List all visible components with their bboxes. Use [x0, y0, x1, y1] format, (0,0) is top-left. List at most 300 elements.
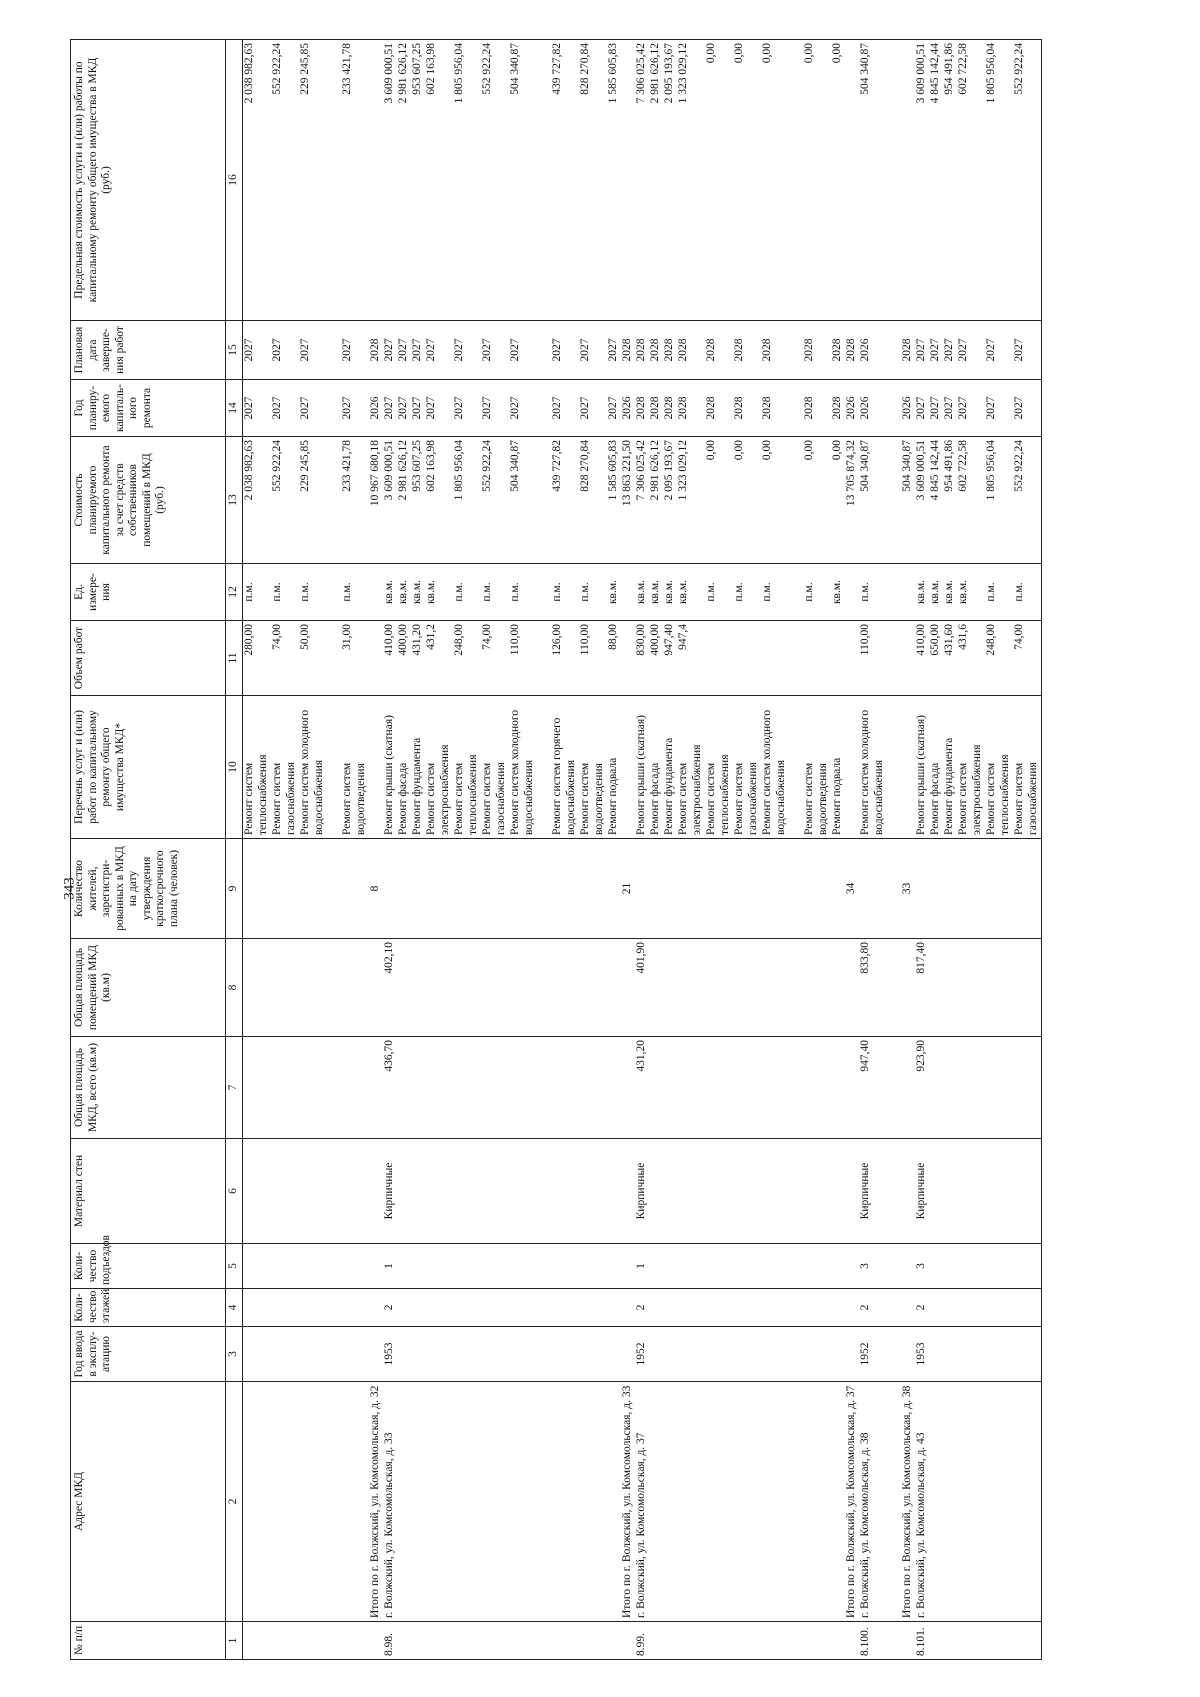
column-header-12: Ед. измере-ния — [71, 564, 226, 621]
table-cell — [719, 839, 733, 939]
table-cell — [313, 564, 327, 621]
table-cell — [411, 1382, 425, 1622]
table-cell — [649, 1327, 663, 1382]
table-cell — [887, 939, 901, 1037]
table-row — [607, 40, 621, 1660]
table-row — [929, 40, 943, 1660]
table-cell: 2027 — [1013, 321, 1027, 380]
table-cell — [999, 1622, 1013, 1660]
table-cell — [285, 939, 299, 1037]
table-cell — [439, 1139, 453, 1244]
table-cell — [929, 939, 943, 1037]
table-cell: газоснабжения — [1027, 696, 1042, 839]
table-cell — [327, 1244, 341, 1289]
table-cell — [299, 839, 313, 939]
table-cell — [411, 939, 425, 1037]
table-cell — [705, 1037, 719, 1139]
table-cell — [929, 1622, 943, 1660]
column-header-1: № п/п — [71, 1622, 226, 1660]
table-cell — [355, 839, 369, 939]
table-cell: 31,00 — [341, 621, 355, 696]
column-number-14: 14 — [226, 380, 243, 437]
table-cell — [509, 839, 523, 939]
table-cell — [901, 1327, 915, 1382]
table-cell — [887, 1037, 901, 1139]
table-cell: 401,90 — [635, 939, 649, 1037]
table-row — [817, 40, 831, 1660]
table-cell — [775, 1327, 789, 1382]
table-cell — [369, 564, 383, 621]
table-cell — [803, 1622, 817, 1660]
table-row — [985, 40, 999, 1660]
table-cell — [901, 1139, 915, 1244]
table-cell — [663, 1244, 677, 1289]
table-row — [397, 40, 411, 1660]
table-cell — [467, 839, 481, 939]
table-cell — [971, 437, 985, 564]
table-cell — [719, 621, 733, 696]
table-cell — [495, 564, 509, 621]
table-cell: п.м. — [551, 564, 565, 621]
table-cell — [299, 1244, 313, 1289]
table-cell — [411, 1289, 425, 1327]
table-cell — [257, 839, 271, 939]
table-cell — [971, 1382, 985, 1622]
table-cell — [257, 1622, 271, 1660]
table-cell — [523, 621, 537, 696]
table-cell — [621, 1622, 635, 1660]
table-cell — [943, 1244, 957, 1289]
table-cell — [369, 40, 383, 321]
table-cell: Ремонт систем холодного — [299, 696, 313, 839]
table-cell — [313, 1327, 327, 1382]
table-row — [971, 40, 985, 1660]
column-header-8: Общая площадь помещений МКД (кв.м) — [71, 939, 226, 1037]
table-cell — [817, 1037, 831, 1139]
table-cell — [453, 1037, 467, 1139]
table-cell — [537, 321, 551, 380]
column-header-16: Предельная стоимость услуги и (или) работы по капитальному ремонту общего имущества в МКД (руб.) — [71, 40, 226, 321]
table-cell: Ремонт систем — [341, 696, 355, 839]
table-row — [999, 40, 1013, 1660]
table-cell — [971, 40, 985, 321]
table-cell — [369, 1622, 383, 1660]
table-cell — [677, 1244, 691, 1289]
table-cell — [425, 1382, 439, 1622]
table-cell — [719, 1289, 733, 1327]
table-cell — [999, 1244, 1013, 1289]
table-cell: 2 — [635, 1289, 649, 1327]
table-cell — [677, 839, 691, 939]
table-cell — [929, 1037, 943, 1139]
table-cell — [271, 939, 285, 1037]
table-cell — [383, 839, 397, 939]
table-row — [957, 40, 971, 1660]
table-cell — [369, 1139, 383, 1244]
table-cell: кв.м. — [411, 564, 425, 621]
table-cell — [551, 1289, 565, 1327]
table-cell — [1027, 1289, 1042, 1327]
table-cell — [789, 1139, 803, 1244]
table-cell: 410,00 — [383, 621, 397, 696]
table-cell — [677, 939, 691, 1037]
table-cell: 953 607,25 — [411, 40, 425, 321]
table-cell — [747, 1037, 761, 1139]
table-cell — [831, 939, 845, 1037]
table-row — [705, 40, 719, 1660]
table-cell — [999, 1382, 1013, 1622]
table-cell — [775, 839, 789, 939]
table-cell — [257, 321, 271, 380]
table-cell — [845, 1244, 859, 1289]
table-cell — [257, 1139, 271, 1244]
table-cell: 2027 — [985, 321, 999, 380]
table-cell: 2026 — [859, 380, 873, 437]
table-cell: 504 340,87 — [859, 40, 873, 321]
table-cell — [537, 1139, 551, 1244]
table-cell — [313, 1244, 327, 1289]
table-cell — [999, 621, 1013, 696]
column-number-10: 10 — [226, 696, 243, 839]
table-cell — [999, 1327, 1013, 1382]
table-cell — [579, 1289, 593, 1327]
column-header-13: Стоимость планируемого капитального ремонта за счет средств собственников помещений в МКД (руб.) — [71, 437, 226, 564]
table-cell — [971, 1327, 985, 1382]
table-cell — [565, 1139, 579, 1244]
table-row — [719, 40, 733, 1660]
table-cell — [313, 1382, 327, 1622]
table-cell: 2027 — [607, 321, 621, 380]
table-cell: 828 270,84 — [579, 40, 593, 321]
table-cell — [257, 621, 271, 696]
table-cell — [831, 1382, 845, 1622]
table-cell — [411, 1244, 425, 1289]
table-cell — [565, 437, 579, 564]
table-cell: п.м. — [579, 564, 593, 621]
table-cell — [817, 437, 831, 564]
table-cell — [593, 380, 607, 437]
table-cell — [327, 564, 341, 621]
table-cell — [551, 1244, 565, 1289]
table-cell: 8.101. — [915, 1622, 929, 1660]
table-cell: 400,00 — [649, 621, 663, 696]
table-cell — [747, 40, 761, 321]
table-cell — [887, 1382, 901, 1622]
table-cell — [789, 1244, 803, 1289]
table-cell — [943, 1382, 957, 1622]
table-cell: водоснабжения — [873, 696, 887, 839]
table-cell: Ремонт подвала — [607, 696, 621, 839]
table-cell — [691, 564, 705, 621]
column-number-9: 9 — [226, 839, 243, 939]
table-cell: 248,00 — [985, 621, 999, 696]
table-cell: 2 981 626,12 — [397, 437, 411, 564]
table-cell — [621, 939, 635, 1037]
table-cell: 2 038 982,63 — [242, 437, 257, 564]
table-cell — [551, 1037, 565, 1139]
table-cell — [397, 1382, 411, 1622]
table-cell — [705, 621, 719, 696]
table-cell — [943, 939, 957, 1037]
table-cell — [495, 839, 509, 939]
table-cell — [453, 839, 467, 939]
table-cell — [957, 1382, 971, 1622]
table-cell — [1027, 1327, 1042, 1382]
table-cell — [467, 437, 481, 564]
table-cell: 602 722,58 — [957, 437, 971, 564]
table-row — [467, 40, 481, 1660]
table-cell: кв.м. — [635, 564, 649, 621]
table-row — [355, 40, 369, 1660]
table-cell: 2027 — [579, 321, 593, 380]
table-cell — [817, 1327, 831, 1382]
table-cell — [313, 621, 327, 696]
table-cell — [537, 1622, 551, 1660]
table-cell: Итого по г. Волжский, ул. Комсомольская, д. 37 — [845, 1382, 859, 1622]
table-cell: кв.м. — [425, 564, 439, 621]
table-cell: 650,00 — [929, 621, 943, 696]
table-cell — [985, 1037, 999, 1139]
table-cell — [579, 1037, 593, 1139]
table-cell — [551, 1139, 565, 1244]
table-cell: 2027 — [411, 321, 425, 380]
table-cell — [985, 1244, 999, 1289]
table-cell — [355, 1382, 369, 1622]
table-cell: 3 — [915, 1244, 929, 1289]
table-cell — [1013, 839, 1027, 939]
table-cell — [285, 1327, 299, 1382]
table-cell — [537, 839, 551, 939]
table-cell — [1013, 1327, 1027, 1382]
table-cell — [733, 1289, 747, 1327]
table-cell — [271, 1139, 285, 1244]
table-cell — [425, 1327, 439, 1382]
table-cell — [901, 1622, 915, 1660]
table-cell — [425, 939, 439, 1037]
table-cell: электроснабжения — [691, 696, 705, 839]
table-cell: п.м. — [481, 564, 495, 621]
table-cell — [691, 839, 705, 939]
table-cell: 552 922,24 — [481, 40, 495, 321]
table-row — [1027, 40, 1042, 1660]
table-cell: Ремонт систем — [242, 696, 257, 839]
table-cell — [565, 1244, 579, 1289]
table-row — [453, 40, 467, 1660]
table-cell: 233 421,78 — [341, 437, 355, 564]
table-cell: 2 981 626,12 — [649, 437, 663, 564]
table-cell — [971, 1622, 985, 1660]
table-cell — [285, 1139, 299, 1244]
table-cell — [411, 1139, 425, 1244]
table-cell — [467, 1139, 481, 1244]
table-cell: п.м. — [271, 564, 285, 621]
table-cell — [817, 1139, 831, 1244]
table-cell — [257, 564, 271, 621]
table-cell — [439, 1037, 453, 1139]
table-cell — [985, 1622, 999, 1660]
column-header-2: Адрес МКД — [71, 1382, 226, 1622]
table-cell — [285, 437, 299, 564]
table-cell — [1027, 437, 1042, 564]
table-cell — [285, 1037, 299, 1139]
column-number-1: 1 — [226, 1622, 243, 1660]
table-cell: п.м. — [1013, 564, 1027, 621]
table-cell: 2027 — [1013, 380, 1027, 437]
table-cell — [425, 1037, 439, 1139]
table-cell — [285, 564, 299, 621]
table-cell — [439, 1244, 453, 1289]
table-cell: 1953 — [915, 1327, 929, 1382]
table-cell — [845, 564, 859, 621]
table-cell — [691, 1037, 705, 1139]
table-cell: электроснабжения — [439, 696, 453, 839]
table-cell — [242, 1327, 257, 1382]
table-cell: теплоснабжения — [719, 696, 733, 839]
table-cell — [747, 321, 761, 380]
table-cell — [495, 380, 509, 437]
table-cell — [929, 1327, 943, 1382]
table-cell — [873, 40, 887, 321]
table-cell — [719, 564, 733, 621]
table-cell: 3 609 000,51 — [383, 437, 397, 564]
table-cell — [453, 1289, 467, 1327]
table-cell — [1027, 839, 1042, 939]
table-row — [495, 40, 509, 1660]
table-cell — [327, 437, 341, 564]
table-cell: 2028 — [845, 321, 859, 380]
table-cell — [257, 437, 271, 564]
table-cell — [1013, 939, 1027, 1037]
table-row — [509, 40, 523, 1660]
table-cell — [887, 1139, 901, 1244]
column-header-6: Материал стен — [71, 1139, 226, 1244]
table-cell — [565, 939, 579, 1037]
table-cell: г. Волжский, ул. Комсомольская, д. 33 — [383, 1382, 397, 1622]
table-cell — [817, 621, 831, 696]
table-cell — [439, 1289, 453, 1327]
table-cell: 2028 — [803, 380, 817, 437]
table-cell — [971, 321, 985, 380]
table-cell — [523, 839, 537, 939]
table-cell — [817, 1382, 831, 1622]
table-cell: водоотведения — [817, 696, 831, 839]
table-cell — [285, 1289, 299, 1327]
table-cell: п.м. — [761, 564, 775, 621]
table-cell: 0,00 — [831, 437, 845, 564]
table-cell — [271, 1327, 285, 1382]
table-cell — [341, 1289, 355, 1327]
table-cell — [439, 939, 453, 1037]
table-cell — [677, 1289, 691, 1327]
table-cell — [299, 1139, 313, 1244]
table-cell — [775, 1139, 789, 1244]
table-cell — [971, 564, 985, 621]
table-cell: кв.м. — [929, 564, 943, 621]
table-cell: 828 270,84 — [579, 437, 593, 564]
column-header-7: Общая площадь МКД, всего (кв.м) — [71, 1037, 226, 1139]
table-row — [733, 40, 747, 1660]
table-cell: 923,90 — [915, 1037, 929, 1139]
table-cell: Итого по г. Волжский, ул. Комсомольская, д. 33 — [621, 1382, 635, 1622]
table-cell: Ремонт фасада — [397, 696, 411, 839]
table-cell — [733, 621, 747, 696]
table-cell — [579, 1244, 593, 1289]
table-cell — [242, 1382, 257, 1622]
table-cell — [621, 564, 635, 621]
table-cell: теплоснабжения — [257, 696, 271, 839]
table-cell: теплоснабжения — [999, 696, 1013, 839]
table-cell — [621, 1244, 635, 1289]
table-cell: 830,00 — [635, 621, 649, 696]
table-row — [621, 40, 635, 1660]
table-cell: Ремонт систем — [705, 696, 719, 839]
table-cell — [719, 1622, 733, 1660]
table-cell: 431,2 — [425, 621, 439, 696]
table-row — [943, 40, 957, 1660]
table-cell — [467, 1622, 481, 1660]
table-cell — [649, 1622, 663, 1660]
table-row — [901, 40, 915, 1660]
table-cell: Ремонт крыши (скатная) — [383, 696, 397, 839]
table-cell — [845, 40, 859, 321]
table-cell — [761, 1289, 775, 1327]
table-cell — [271, 1037, 285, 1139]
table-cell: 8.100. — [859, 1622, 873, 1660]
table-cell: 2027 — [957, 380, 971, 437]
table-row — [873, 40, 887, 1660]
table-cell — [621, 1139, 635, 1244]
table-cell: 2026 — [621, 380, 635, 437]
table-cell: Ремонт систем — [803, 696, 817, 839]
table-cell — [593, 564, 607, 621]
table-cell: п.м. — [985, 564, 999, 621]
table-cell: 552 922,24 — [481, 437, 495, 564]
table-cell: 280,00 — [242, 621, 257, 696]
table-cell — [285, 839, 299, 939]
table-cell — [495, 1327, 509, 1382]
table-cell — [929, 839, 943, 939]
table-cell — [733, 1037, 747, 1139]
table-cell — [761, 1622, 775, 1660]
table-cell — [971, 1289, 985, 1327]
page-number: 343 — [61, 877, 78, 900]
table-cell — [565, 1622, 579, 1660]
table-cell — [285, 1622, 299, 1660]
table-cell: 2028 — [677, 321, 691, 380]
table-cell — [593, 40, 607, 321]
table-cell: 1 — [635, 1244, 649, 1289]
table-cell — [579, 1382, 593, 1622]
table-cell — [467, 1037, 481, 1139]
table-cell: 1 805 956,04 — [453, 40, 467, 321]
table-row — [593, 40, 607, 1660]
table-cell — [901, 40, 915, 321]
table-cell — [1013, 1622, 1027, 1660]
table-cell: 953 607,25 — [411, 437, 425, 564]
table-cell — [481, 1327, 495, 1382]
table-cell — [817, 839, 831, 939]
table-cell — [901, 1289, 915, 1327]
table-cell — [705, 839, 719, 939]
table-cell: кв.м. — [677, 564, 691, 621]
column-number-13: 13 — [226, 437, 243, 564]
table-cell — [677, 1327, 691, 1382]
table-cell — [747, 1244, 761, 1289]
table-cell — [649, 1139, 663, 1244]
table-cell — [845, 939, 859, 1037]
table-cell — [453, 1244, 467, 1289]
table-cell — [537, 696, 551, 839]
